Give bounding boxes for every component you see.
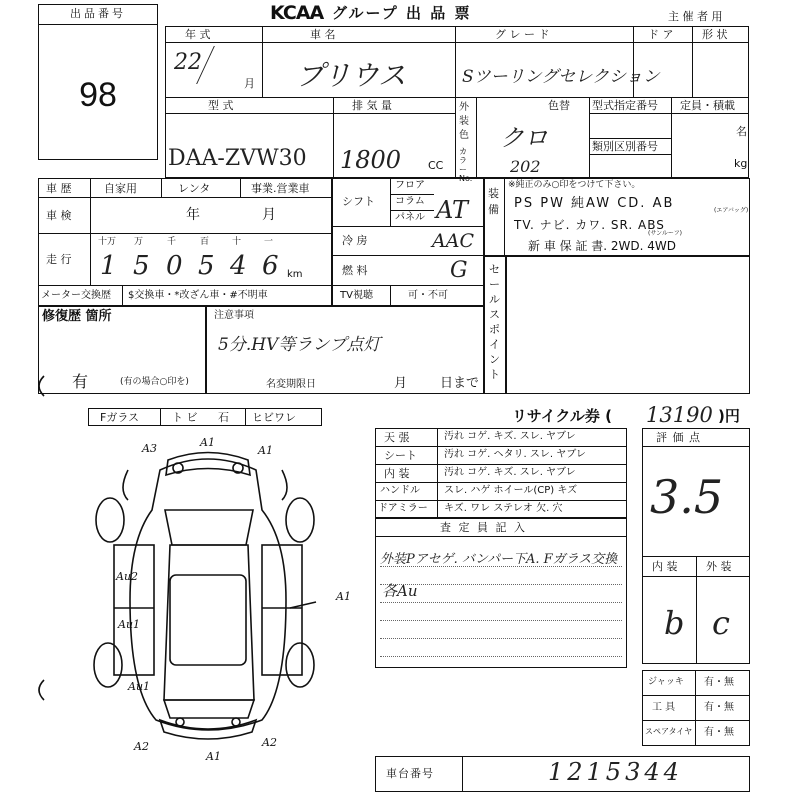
score-value: 3.5 xyxy=(650,470,724,524)
recycle-value: 13190 xyxy=(646,403,713,427)
history-option-private: 自家用 xyxy=(104,182,137,195)
exterior-score-label: 外 装 xyxy=(706,560,732,573)
rear-right-wheel xyxy=(286,643,314,687)
windshield xyxy=(165,510,253,545)
shift-option-floor: フロア xyxy=(395,180,425,191)
shift-option-panel: パネル xyxy=(395,212,425,223)
color-code-side-label: カラーNo. xyxy=(459,147,473,183)
front-left-light xyxy=(173,463,183,473)
car-body-outline xyxy=(130,459,286,730)
repair-note: (有の場合○印を) xyxy=(120,377,189,387)
year-label: 年 式 xyxy=(185,28,211,41)
damage-mark: A3 xyxy=(142,442,157,455)
history-option-rental: レンタ xyxy=(178,182,211,195)
left-side-panel xyxy=(114,545,154,675)
grade-label: グ レ ー ド xyxy=(495,28,550,41)
displacement-value: 1800 xyxy=(340,146,402,174)
recycle-label: リサイクル券 ( xyxy=(512,407,612,425)
equipment-row2: TV. ナビ. カワ. SR. ABS xyxy=(514,218,665,232)
type-number-label: 型式指定番号 xyxy=(592,99,658,112)
mileage-digit: 5 xyxy=(133,251,150,281)
capacity-label: 定員・積載 xyxy=(680,99,735,112)
shift-value: AT xyxy=(436,196,469,224)
shape-label: 形 状 xyxy=(702,28,728,41)
fuel-label: 燃 料 xyxy=(342,264,368,277)
tv-label: TV視聴 xyxy=(340,290,373,301)
damage-mark: A1 xyxy=(258,444,273,457)
lot-number-label: 出品番号 xyxy=(70,7,126,20)
notes-label: 注意事項 xyxy=(214,310,254,321)
year-value: 22 xyxy=(174,50,202,75)
front-left-wheel xyxy=(96,498,124,542)
rear-left-light xyxy=(176,718,184,726)
condition-row-label: ドアミラー xyxy=(378,503,428,514)
model-label: 型 式 xyxy=(208,99,234,112)
shift-label: シフト xyxy=(342,195,375,208)
repair-label: 修復歴 箇所 xyxy=(42,309,112,324)
damage-pointer-line xyxy=(290,602,316,608)
deadline-month: 月 xyxy=(394,376,408,391)
damage-mark: A1 xyxy=(336,590,351,603)
right-side-panel xyxy=(262,545,302,675)
mileage-place-100k: 十万 xyxy=(98,237,117,247)
inspection-label: 車 検 xyxy=(46,209,72,222)
left-mirror xyxy=(123,470,128,500)
condition-row-items: スレ. ハゲ ホイール(CP) キズ xyxy=(444,485,578,496)
displacement-label: 排 気 量 xyxy=(352,99,392,112)
condition-row-items: 汚れ コゲ. ヘタリ. スレ. ヤブレ xyxy=(444,449,586,460)
mileage-label: 走 行 xyxy=(46,253,72,266)
mileage-place-10: 十 xyxy=(232,237,242,247)
lot-number-value: 98 xyxy=(79,76,117,114)
shift-option-column: コラム xyxy=(395,196,425,207)
class-number-label: 類別区別番号 xyxy=(592,140,658,153)
recycle-unit: )円 xyxy=(718,407,740,425)
exterior-color-side-label: 外装色 xyxy=(459,102,469,141)
notes-value: 5分.HV等ランプ点灯 xyxy=(218,335,381,355)
ac-label: 冷 房 xyxy=(342,234,368,247)
front-right-light xyxy=(233,463,243,473)
page-title: グループ 出 品 票 xyxy=(332,4,472,22)
equipment-note-airbag: (エアバッグ) xyxy=(714,207,749,214)
equipment-note: ※純正のみ○印をつけて下さい。 xyxy=(508,180,641,190)
door-label: ド ア xyxy=(648,28,674,41)
damage-mark: A2 xyxy=(134,740,149,753)
rear-left-wheel xyxy=(94,643,122,687)
score-label: 評 価 点 xyxy=(656,431,701,444)
mileage-place-1k: 千 xyxy=(167,237,177,247)
history-label: 車 歴 xyxy=(46,182,72,195)
damage-mark: A2 xyxy=(262,736,277,749)
tool-kit-label: 工 具 xyxy=(652,702,676,713)
meter-change-label: メーター交換歴 xyxy=(41,290,111,301)
meter-change-options: $交換車・*改ざん車・#不明車 xyxy=(128,290,268,301)
front-bumper xyxy=(166,453,250,476)
equipment-note-sunroof: (サンルーフ) xyxy=(648,230,682,237)
condition-row-label: シート xyxy=(384,449,417,462)
mileage-place-1: 一 xyxy=(264,237,274,247)
mileage-digit: 0 xyxy=(166,251,183,281)
capacity-unit-persons: 名 xyxy=(736,125,747,138)
mileage-digit: 6 xyxy=(262,251,279,281)
mileage-digit: 5 xyxy=(198,251,215,281)
condition-row-label: 内 装 xyxy=(384,467,410,480)
rear-right-light xyxy=(232,718,240,726)
title-deadline-label: 名変期限日 xyxy=(266,379,316,390)
glass-chip-label: ト ビ xyxy=(172,411,198,424)
tool-jack-label: ジャッキ xyxy=(648,677,684,687)
interior-score-value: b xyxy=(664,604,685,642)
deadline-day: 日まで xyxy=(440,376,480,391)
glass-crack-label: ヒビワレ xyxy=(252,411,296,424)
name-label: 車 名 xyxy=(310,28,336,41)
chassis-label: 車台番号 xyxy=(386,767,434,780)
sponsor-label: 主 催 者 用 xyxy=(668,10,723,23)
right-mirror xyxy=(282,470,287,500)
car-cabin xyxy=(170,575,246,665)
mileage-unit: km xyxy=(287,269,303,280)
chassis-value: 1215344 xyxy=(548,758,683,786)
month-unit: 月 xyxy=(244,77,255,90)
damage-mark: A1 xyxy=(200,436,215,449)
equipment-side-label: 装備 xyxy=(488,187,499,216)
mileage-place-10k: 万 xyxy=(134,237,144,247)
inspection-year: 年 xyxy=(186,207,200,223)
condition-row-label: ハンドル xyxy=(380,485,420,496)
color-value: クロ xyxy=(500,124,548,152)
exterior-score-value: c xyxy=(712,604,730,642)
damage-mark: A1 xyxy=(206,750,221,763)
damage-mark: Au2 xyxy=(116,570,139,583)
glass-front-label: Fガラス xyxy=(100,411,139,424)
mileage-place-100: 百 xyxy=(200,237,210,247)
condition-row-label: 天 張 xyxy=(384,431,410,444)
tool-spare-value: 有・無 xyxy=(704,727,734,738)
car-name-value: プリウス xyxy=(296,59,407,92)
front-right-wheel xyxy=(286,498,314,542)
tool-spare-label: スペアタイヤ xyxy=(645,727,693,736)
damage-mark: Au1 xyxy=(128,680,151,693)
color-code-value: 202 xyxy=(510,157,541,176)
punch-mark-bottom xyxy=(39,680,44,700)
inspector-note-line1: 外装Pアセゲ. バンパー下A. Fガラス交換 xyxy=(380,552,618,567)
sale-point-label: セールスポイント xyxy=(489,263,500,381)
car-roof xyxy=(164,545,254,700)
logo: KCAA xyxy=(270,2,324,24)
equipment-row3: 新 車 保 証 書. 2WD. 4WD xyxy=(528,239,676,253)
inspection-month: 月 xyxy=(262,207,276,223)
displacement-unit: CC xyxy=(428,159,444,172)
damage-mark: Au1 xyxy=(118,618,141,631)
condition-row-items: 汚れ コゲ. キズ. スレ. ヤブレ xyxy=(444,467,576,478)
mileage-digit: 1 xyxy=(100,251,117,281)
history-option-business: 事業.営業車 xyxy=(251,182,310,195)
ac-value: AAC xyxy=(432,230,474,252)
equipment-row1: PS PW 純AW CD. AB xyxy=(514,196,675,211)
interior-score-label: 内 装 xyxy=(652,560,678,573)
condition-row-items: 汚れ コゲ. キズ. スレ. ヤブレ xyxy=(444,431,576,442)
inspector-label: 査 定 員 記 入 xyxy=(440,521,527,534)
model-value: DAA-ZVW30 xyxy=(168,146,307,171)
rear-window xyxy=(164,700,254,718)
fuel-value: G xyxy=(450,258,468,283)
sale-point-area xyxy=(506,256,750,394)
color-change-label: 色替 xyxy=(548,99,570,112)
capacity-unit-kg: kg xyxy=(734,157,748,170)
tool-kit-value: 有・無 xyxy=(704,702,734,713)
tool-jack-value: 有・無 xyxy=(704,677,734,688)
condition-row-items: キズ. ワレ ステレオ 欠. 穴 xyxy=(444,503,563,514)
grade-value: Sツーリングセレクション xyxy=(462,67,660,87)
rear-bumper xyxy=(160,720,256,739)
repair-value: 有 xyxy=(72,372,89,391)
tv-value: 可・不可 xyxy=(408,290,448,301)
glass-stone-label: 石 xyxy=(218,411,229,424)
inspector-note-line2: 各Au xyxy=(382,582,418,600)
mileage-digit: 4 xyxy=(230,251,247,281)
